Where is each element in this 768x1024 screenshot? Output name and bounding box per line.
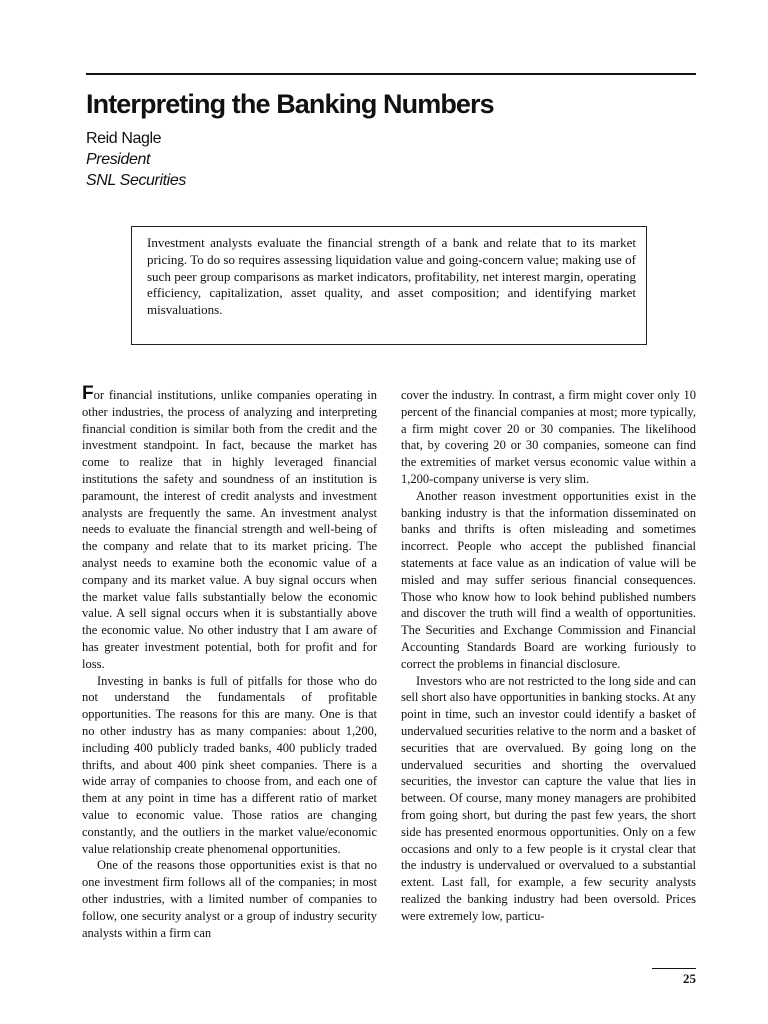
author-block — [86, 128, 186, 191]
author-organization: SNL Securities — [86, 172, 186, 189]
abstract-box — [131, 226, 647, 345]
paragraph-text: or financial institutions, unlike companies operating in other industries, the process of analyzing and interpreting financial condition is similar both from the credit and the investment standpoint. In fact, because the market has come to realize that in highly leveraged financial institutions the safety and soundness of an institution is paramount, the interest of credit analysts and investment analysts are frequently the same. An investment analyst needs to evaluate the financial strength and well-being of the company and relate that to its market pricing. The analyst needs to examine both the economic value of a company and its market value. A buy signal occurs when the market value falls substantially below the economic value. A sell signal occurs when it is substantially above the economic value. No other industry that I am aware of has greater investment potential, both for profit and for loss. — [82, 388, 377, 671]
body-column-left — [82, 383, 377, 941]
top-rule — [86, 73, 696, 75]
drop-cap: F — [82, 383, 94, 404]
body-column-right — [401, 387, 696, 925]
body-paragraph: cover the industry. In contrast, a firm might cover only 10 percent of the financial companies at most; more typically, a firm might cover 20 or 30 companies. The likelihood that, by covering 20 or 30 companies, someone can find the extremities of market versus economic value within a 1,200-company universe is very slim. — [401, 388, 696, 486]
body-paragraph — [82, 383, 377, 673]
article-title: Interpreting the Banking Numbers — [86, 89, 494, 119]
footer-rule — [652, 968, 696, 969]
body-paragraph: Investors who are not restricted to the long side and can sell short also have opportunities in banking stocks. At any point in time, such an investor could identify a basket of undervalued securities relative to the norm and a basket of securities that are overvalued. By going long on the undervalued securities and shorting the overvalued securities, the investor can capture the value that lies in between. Of course, many money managers are prohibited from going short, but during the past few years, the short side has presented enormous opportunities. Only on a few occasions and only to a few people is it crystal clear that the industry is undervalued or overvalued to a substantial extent. Last fall, for example, a few security analysts realized the banking industry had been oversold. Prices were extremely low, particu- — [401, 673, 696, 923]
abstract-text: Investment analysts evaluate the financial strength of a bank and relate that to its market pricing. To do so requires assessing liquidation value and going-concern value; making use of such peer group comparisons as market indicators, profitability, net interest margin, operating efficiency, capitalization, asset quality, and asset composition; and identifying market misvaluations. — [147, 235, 636, 318]
body-paragraph: Investing in banks is full of pitfalls for those who do not understand the fundamentals of profitable opportunities. The reasons for this are many. One is that no other industry has as many companies: about 1,200, including 400 publicly traded banks, 400 publicly traded thrifts, and about 400 pink sheet companies. There is a wide array of companies to choose from, and each one of them at any point in time has a different ratio of market value to economic value. Those ratios are changing constantly, and the outliers in the market value/economic value relationship create phenomenal opportunities. — [82, 673, 377, 856]
author-role: President — [86, 151, 150, 168]
page-number: 25 — [683, 971, 696, 986]
body-paragraph: One of the reasons those opportunities exist is that no one investment firm follows all of the companies; in most other industries, with a limited number of companies to follow, one security analyst or a group of industry security analysts within a firm can — [82, 858, 377, 940]
author-name: Reid Nagle — [86, 130, 162, 147]
body-paragraph: Another reason investment opportunities exist in the banking industry is that the information disseminated on banks and thrifts is often misleading and sometimes incorrect. People who accept the published financial statements at face value as an indication of value will be misled and may suffer serious financial consequences. Those who know how to look behind published numbers and discover the truth will find a wealth of opportunities. The Securities and Exchange Commission and Financial Accounting Standards Board are working furiously to correct the problems in financial disclosure. — [401, 488, 696, 671]
